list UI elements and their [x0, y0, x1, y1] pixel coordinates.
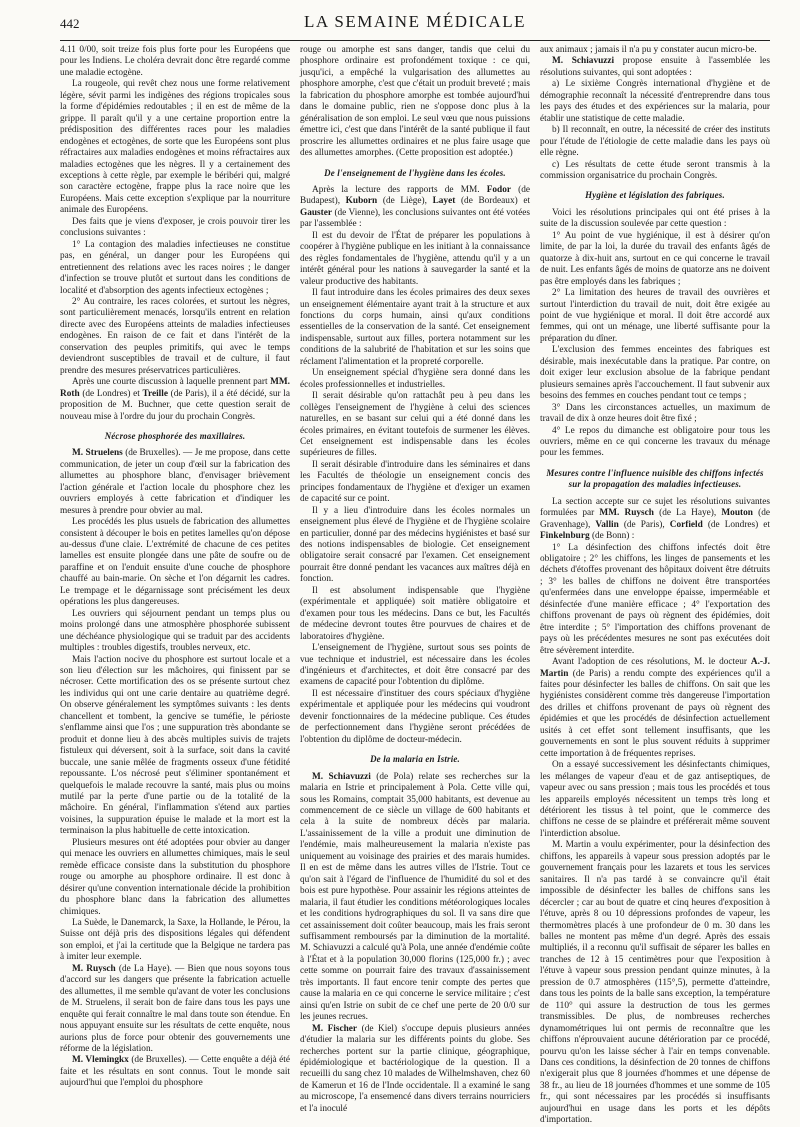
text: (de Liège),: [382, 196, 427, 207]
paragraph: [540, 497, 770, 543]
paragraph: Il est du devoir de l'État de préparer les populations à coopérer à l'hygiène publique en les initiant à la connaissance des règles fondamentales de l'hygiène, attendu qu'il y a un intérêt général pour les nations à sauvegarder la santé et la valeur productive des habitants.: [300, 230, 530, 287]
page-number: 442: [60, 16, 80, 31]
speaker-name: Fodor: [486, 184, 511, 195]
paragraph: La Suède, le Danemarck, la Saxe, la Hollande, le Pérou, la Suisse ont déjà pris des dispositions légales qui défendent son emploi, et j'ai la certitude que la Belgique ne tardera pas à imiter leur exemple.: [60, 917, 290, 963]
paragraph: Mais l'action nocive du phosphore est surtout locale et a son lieu d'élection sur les mâchoires, qui finissent par se nécroser. Cette mortification des os se présente surtout chez les individus qui ont une carie dentaire au quatrième degré. On observe généralement les symptômes suivants : les dents chancellent et tombent, la gencive se tuméfie, le périoste s'enflamme ainsi que l'os ; une suppuration très abondante se produit et donne lieu à des abcès multiples suivis de trajets fistuleux qui déversent, soit à la surface, soit dans la cavité buccale, une sanie mêlée de fragments osseux d'une fétidité repoussante. L'os nécrosé peut s'éliminer spontanément et quelquefois le malade recouvre la santé, mais plus ou moins mutilé par la perte d'une partie ou de la totalité de la mâchoire. En général, l'inflammation s'étend aux parties voisines, la suppuration épuise le malade et la mort est la terminaison la plus habituelle de cette intoxication.: [60, 654, 290, 837]
paragraph: a) Le sixième Congrès international d'hygiène et de démographie reconnaît la nécessité d'entreprendre dans tous les pays des études et des expériences sur la malaria, pour établir une statistique de cette maladie.: [540, 79, 770, 124]
paragraph: 4.11 0/00, soit treize fois plus forte pour les Européens que pour les Indiens. Le choléra devrait donc être regardé comme une maladie ectogène.: [60, 45, 290, 78]
paragraph: L'exclusion des femmes enceintes des fabriques est désirable, mais inexécutable dans la pratique. Par contre, on doit exiger leur exclusion absolue de la fabrique pendant plusieurs semaines après l'accouchement. Il faut subvenir aux besoins des femmes en couches pendant tout ce temps ;: [540, 345, 770, 402]
paragraph: [540, 56, 770, 79]
text: (de Budapest),: [300, 184, 531, 207]
speaker-name: Layet: [432, 196, 456, 207]
text: Avant l'adoption de ces résolutions, M. le docteur: [552, 657, 747, 668]
paragraph: L'enseignement de l'hygiène, surtout sous ses points de vue technique et industriel, est nécessaire dans les écoles d'ingénieurs et d'architectes, et doit être consacré par des examens de capacité pour l'obtention du diplôme.: [300, 643, 530, 688]
speaker-name: M. Struelens: [72, 448, 123, 459]
paragraph: 4° Le repos du dimanche est obligatoire pour tous les ouvriers, même en ce qui concerne les travaux du ménage pour les femmes.: [540, 425, 770, 459]
paragraph: Les procédés les plus usuels de fabrication des allumettes consistent à découper le bois en petites lamelles qu'on dépose au-dessus d'une claie. L'extrémité de chacune de ces petites lamelles est ensuite plongée dans une pâte de soufre ou de paraffine et on l'enduit ensuite d'une couche de phosphore chauffé au bain-marie. On sèche et l'on dégarnit les cadres. Le trempage et le dégarnissage sont précisément les deux opérations les plus dangereuses.: [60, 517, 290, 608]
paragraph: Il serait désirable qu'on rattachât peu à peu dans les collèges l'enseignement de l'hygiène à celui des sciences naturelles, en se basant sur celui qui a été donné dans les écoles primaires, en évitant toutefois de surmener les élèves. Cet enseignement est indispensable dans les écoles supérieures de filles.: [300, 391, 530, 459]
paragraph: 2° La limitation des heures de travail des ouvrières et surtout l'interdiction du travail de nuit, doit être exigée au point de vue hygiénique et moral. Il doit être accordé aux femmes, qui ont un ménage, une liberté suffisante pour la préparation du dîner.: [540, 288, 770, 344]
paragraph: [60, 377, 290, 423]
section-heading: Hygiène et législation des fabriques.: [585, 190, 725, 201]
column-1: [60, 45, 290, 1115]
paragraph: Il est absolument indispensable que l'hygiène (expérimentale et appliquée) soit matière obligatoire et d'examen pour tous les médecins. Dans ce but, les Facultés de médecine devront toutes être pourvues de chaires et de laboratoires d'hygiène.: [300, 585, 530, 642]
text: (de Bonn) :: [591, 531, 635, 542]
speaker-name: Gauster: [300, 207, 333, 218]
text: (de La Haye),: [659, 508, 717, 519]
paragraph: Il est nécessaire d'instituer des cours spéciaux d'hygiène expérimentale et appliquée pour les médecins qui voudront devenir fonctionnaires de la médecine publique. Ces études de perfectionnement dans l'hygiène seront précédées de l'obtention du diplôme de docteur-médecin.: [300, 688, 530, 745]
paragraph: Il serait désirable d'introduire dans les séminaires et dans les Facultés de théologie un enseignement concis des principes fondamentaux de l'hygiène et d'exiger un examen de capacité sur ce point.: [300, 459, 530, 505]
paragraph: La rougeole, qui revêt chez nous une forme relativement légère, sévit parmi les indigènes des régions tropicales sous la forme d'épidémies redoutables ; il en est de même de la grippe. Il paraît qu'il y a une certaine proportion entre la prédisposition des différentes races pour les maladies endogènes et ectogènes, de sorte que les Européens sont plus réfractaires aux maladies endogènes et moins réfractaires aux maladies ectogènes que les nègres. Il y a certainement des exceptions à cette règle, par exemple le béribéri qui, malgré son caractère ectogène, frappe plus la race noire que les Européens. Mais cette exception s'explique par la nourriture animale des Européens.: [60, 79, 290, 216]
speaker-name: M. Schiavuzzi: [552, 56, 615, 67]
text: (de Bruxelles). — Cette enquête a déjà été faite et les résultats en sont connus. Tout le monde sait aujourd'hui que l'emploi du phosphore: [60, 1055, 290, 1089]
section-heading: De la malaria en Istrie.: [370, 754, 460, 765]
page-header: [60, 0, 770, 41]
paragraph: [540, 657, 770, 760]
speaker-name: M. Fischer: [312, 1023, 358, 1034]
text: (de Londres) et: [707, 519, 770, 530]
paragraph: Les ouvriers qui séjournent pendant un temps plus ou moins prolongé dans une atmosphère phosphorée subissent une déchéance physiologique qui se traduit par des accidents multiples : troubles digestifs, troubles nerveux, etc.: [60, 608, 290, 654]
speaker-name: Finkelnburg: [540, 531, 590, 542]
text: (de Kiel) s'occupe depuis plusieurs années d'étudier la malaria sur les différents points du globe. Ses recherches portent sur la partie clinique, géographique, épidémiologique et bactériologique de la question. Il a recueilli du sang chez 10 malades de Wilhelmshaven, chez 60 de Kamerun et 16 de l'Inde occidentale. Il a examiné le sang au microscope, l'a ensemencé dans divers terrains nourriciers et l'a inoculé: [300, 1023, 530, 1114]
paragraph: Il y a lieu d'introduire dans les écoles normales un enseignement plus élevé de l'hygiène et de l'hygiène scolaire en particulier, donné par des médecins hygiénistes et basé sur des notions indispensables de biologie. Cet enseignement obligatoire serait consacré par l'examen. Cet enseignement pourrait être donné pendant les vacances aux maîtres déjà en fonction.: [300, 505, 530, 585]
column-2: [300, 45, 530, 1115]
text: (de Gravenhage),: [540, 508, 770, 530]
text: (de Londres) et: [82, 388, 140, 399]
paragraph: Des faits que je viens d'exposer, je crois pouvoir tirer les conclusions suivantes :: [60, 216, 290, 239]
speaker-name: M. Ruysch: [72, 963, 116, 974]
paragraph: [60, 1055, 290, 1089]
paragraph: b) Il reconnaît, en outre, la nécessité de créer des instituts pour l'étude de l'étiologie de cette maladie dans les pays où elle règne.: [540, 125, 770, 159]
paragraph: Plusieurs mesures ont été adoptées pour obvier au danger qui menace les ouvriers en allumettes chimiques, mais le seul remède efficace consiste dans la substitution du phosphore rouge ou amorphe au phosphore ordinaire. Il est donc à désirer qu'une convention internationale décide la prohibition du phosphore blanc dans la fabrication des allumettes chimiques.: [60, 837, 290, 917]
paragraph: Un enseignement spécial d'hygiène sera donné dans les écoles professionnelles et industrielles.: [300, 368, 530, 390]
paragraph: [300, 1024, 530, 1116]
speaker-name: Treille: [142, 388, 168, 399]
paragraph: aux animaux ; jamais il n'a pu y constater aucun micro-be.: [540, 45, 757, 55]
paragraph: On a essayé successivement les désinfectants chimiques, les mélanges de vapeur d'eau et de gaz antiseptiques, de vapeur avec ou sans pression ; mais tous les procédés et tous les appareils employés nécessitent un temps très long et détériorent les tissus à tel point, que le commerce des chiffons ne cesse de se plaindre et préférerait même souvent l'interdiction absolue.: [540, 760, 770, 839]
text: (de Paris) a rendu compte des expériences qu'il a faites pour désinfecter les balles de chiffons. On sait que les hygiénistes considèrent comme très dangereuse l'importation des drilles et chiffons provenant de pays où règnent des épidémies et que les procédés de désinfection actuellement usités à cet effet sont tellement insuffisants, que les gouvernements en sont le plus souvent réduits à supprimer cette importation à de fréquentes reprises.: [540, 668, 771, 759]
speaker-name: A.-J. Martin: [540, 657, 770, 679]
text: Après une courte discussion à laquelle prennent part: [72, 377, 268, 388]
text: (de Vienne), les conclusions suivantes ont été votées par l'assemblée :: [300, 207, 530, 230]
speaker-name: MM. Ruysch: [599, 508, 654, 519]
text: (de Bordeaux) et: [460, 196, 531, 207]
paragraph: [60, 448, 290, 517]
text: (de Paris),: [623, 519, 665, 530]
speaker-name: Mouton: [721, 508, 753, 519]
section-heading: Nécrose phosphorée des maxillaires.: [104, 430, 246, 441]
journal-title: LA SEMAINE MÉDICALE: [303, 12, 527, 31]
text: Après la lecture des rapports de MM.: [312, 184, 480, 195]
text: La section accepte sur ce sujet les résolutions suivantes formulées par: [540, 496, 770, 519]
paragraph: [60, 964, 290, 1056]
text: (de Pola) relate ses recherches sur la malaria en Istrie et principalement à Pola. Cette ville qui, sous les Romains, comptait 35,000 habitants, est devenue au commencement de ce siècle un village de 600 habitants et cela à la suite de nombreux décès par malaria. L'assainissement de la ville a produit une diminution de l'endémie, mais malheureusement la malaria n'existe pas uniquement au voisinage des prairies et des marais humides. Il en est de même dans les autres villes de l'Istrie. Tout ce qu'on sait à l'égard de l'influence de l'humidité du sol et des bois est pure hypothèse. Pour assainir les régions atteintes de malaria, il faut étudier les conditions météorologiques locales et les conditions hydrographiques du sol. Il va sans dire que cet assainissement doit coûter beaucoup, mais les frais seront suffisamment remboursés par la diminution de la mortalité. M. Schiavuzzi a calculé qu'à Pola, une année d'endémie coûte à l'État et à la population 30,000 florins (125,000 fr.) ; avec cette somme on pourrait faire des travaux d'assainissement très importants. Il faut encore tenir compte des pertes que cause la malaria en ce qui concerne le service militaire ; c'est ainsi qu'en Istrie on subit de ce chef une perte de 20 0/0 sur les jeunes recrues.: [300, 771, 530, 1023]
speaker-name: M. Vlemingkx: [72, 1055, 129, 1066]
text: (de Bruxelles). — Je me propose, dans cette communication, de jeter un coup d'œil sur la fabrication des allumettes au phosphore blanc, d'envisager brièvement l'action générale et l'action locale du phosphore chez les ouvriers employés à cette fabrication et d'indiquer les mesures à prendre pour obvier au mal.: [60, 448, 290, 516]
paragraph: 3° Dans les circonstances actuelles, un maximum de travail de dix à onze heures doit être fixé ;: [540, 402, 770, 425]
paragraph: 2° Au contraire, les races colorées, et surtout les nègres, sont particulièrement menacés, lorsqu'ils entrent en relation directe avec des Européens atteints de maladies infectieuses endogènes. En raison de ce fait et dans l'intérêt de la conservation des peuples primitifs, qui avec le temps deviendront susceptibles de travail et de culture, il faut prendre des mesures préservatrices particulières.: [60, 296, 290, 376]
speaker-name: MM. Roth: [60, 377, 290, 399]
speaker-name: Corfield: [669, 519, 703, 530]
paragraph: M. Martin a voulu expérimenter, pour la désinfection des chiffons, les appareils à vapeur sous pression adoptés par le gouvernement français pour les lazarets et tous les services sanitaires. Il n'a pas tardé à se convaincre qu'il était impossible de désinfecter les balles de chiffons sans les décercler ; car au bout de quatre et cinq heures d'exposition à l'étuve, après 8 ou 10 dépressions profondes de vapeur, les thermomètres placés à une profondeur de 0 m. 30 dans les balles ne montent pas même d'un degré. Après des essais multipliés, il a reconnu qu'il suffisait de séparer les balles en tranches de 12 à 15 centimètres pour que l'exposition à l'étuve à vapeur sous pression pendant quinze minutes, à la pression de 0.7 atmosphères (115°,5), permette d'atteindre, dans tous les points de la balle sans exception, la température de 110° qui assure la destruction de tous les germes transmissibles. De plus, de nombreuses recherches dynamométriques lui ont permis de reconnaître que les chiffons n'éprouvaient aucune détérioration par ce procédé, pourvu qu'on les laisse sécher à l'air en temps convenable. Dans ces conditions, la désinfection de 20 tonnes de chiffons n'exigerait plus que 8 journées d'hommes et une dépense de 38 fr., au lieu de 18 journées d'hommes et une somme de 105 fr., qui sont nécessaires par les procédés si insuffisants aujourd'hui en usage dans les ports et les dépôts d'importation.: [540, 840, 770, 1126]
text: (de La Haye). — Bien que nous soyons tous d'accord sur les dangers que présente la fabrication actuelle des allumettes, il me semble qu'avant de voter les conclusions de M. Struelens, il serait bon de faire dans tous les pays une enquête qui ferait connaître le mal dans toute son étendue. En nous appuyant ensuite sur les résultats de cette enquête, nous aurions plus de force pour obtenir des gouvernements une réforme de la législation.: [60, 963, 290, 1054]
paragraph: 1° La contagion des maladies infectieuses ne constitue pas, en général, un danger pour les Européens qui entretiennent des relations avec les races noires ; le danger d'infection se trouve plutôt et surtout dans les conditions de localité et d'absorption des agents infectieux ectogènes ;: [60, 239, 290, 296]
paragraph: rouge ou amorphe est sans danger, tandis que celui du phosphore ordinaire est profondément toxique : ce qui, jusqu'ici, a empêché la vulgarisation des allumettes au phosphore amorphe, c'est que c'était un produit breveté ; mais la fabrication du phosphore amorphe est tombée aujourd'hui dans le domaine public, rien ne s'oppose donc plus à la généralisation de son emploi. Le seul vœu que nous puissions émettre ici, c'est que dans l'intérêt de la santé publique il faut proscrire les allumettes ordinaires et ne plus faire usage que des allumettes amorphes. (Cette proposition est adoptée.): [300, 45, 530, 159]
paragraph: c) Les résultats de cette étude seront transmis à la commission organisatrice du prochain Congrès.: [540, 159, 770, 181]
column-3: [540, 45, 771, 1126]
paragraph: Voici les résolutions principales qui ont été prises à la suite de la discussion soulevée par cette question :: [540, 207, 770, 230]
paragraph: 1° Au point de vue hygiénique, il est à désirer qu'on limite, de par la loi, la durée du travail des enfants âgés de quatorze à dix-huit ans, surtout en ce qui concerne le travail de nuit. Les enfants âgés de moins de quatorze ans ne doivent pas être employés dans les fabriques ;: [540, 230, 770, 287]
paragraph: [300, 772, 530, 1024]
speaker-name: Vallin: [595, 519, 619, 530]
paragraph: Il faut introduire dans les écoles primaires des deux sexes un enseignement élémentaire ayant trait à la structure et aux fonctions du corps humain, ainsi qu'aux conditions essentielles de la conservation de la santé. Cet enseignement indispensable, surtout aux filles, portera notamment sur les conditions de la salubrité de l'habitation et sur les soins que réclament l'alimentation et la propreté corporelle.: [300, 288, 530, 367]
paragraph: 1° La désinfection des chiffons infectés doit être obligatoire ; 2° les chiffons, les linges de pansements et les déchets d'étoffes provenant des hôpitaux doivent être détruits ; 3° les balles de chiffons ne doivent être transportées qu'enfermées dans une enveloppe épaisse, imperméable et désinfectée d'une manière efficace ; 4° l'exportation des chiffons provenant de pays où règnent des épidémies, doit être interdite ; 5° l'importation des chiffons provenant de pays où les précédentes mesures ne sont pas exécutées doit être sévèrement interdite.: [540, 542, 770, 656]
speaker-name: Kuborn: [345, 196, 378, 207]
section-heading: De l'enseignement de l'hygiène dans les écoles.: [324, 167, 506, 178]
columns: [60, 41, 771, 1126]
paragraph: [300, 185, 530, 231]
speaker-name: M. Schiavuzzi: [312, 771, 371, 782]
text: propose ensuite à l'assemblée les résolutions suivantes, qui sont adoptées :: [540, 56, 771, 78]
text: (de Paris), il a été décidé, sur la proposition de M. Buchner, que cette question serait de nouveau mise à l'ordre du jour du prochain Congrès.: [60, 388, 290, 422]
section-heading: Mesures contre l'influence nuisible des chiffons infectés sur la propagation des maladies infectieuses.: [546, 467, 764, 490]
